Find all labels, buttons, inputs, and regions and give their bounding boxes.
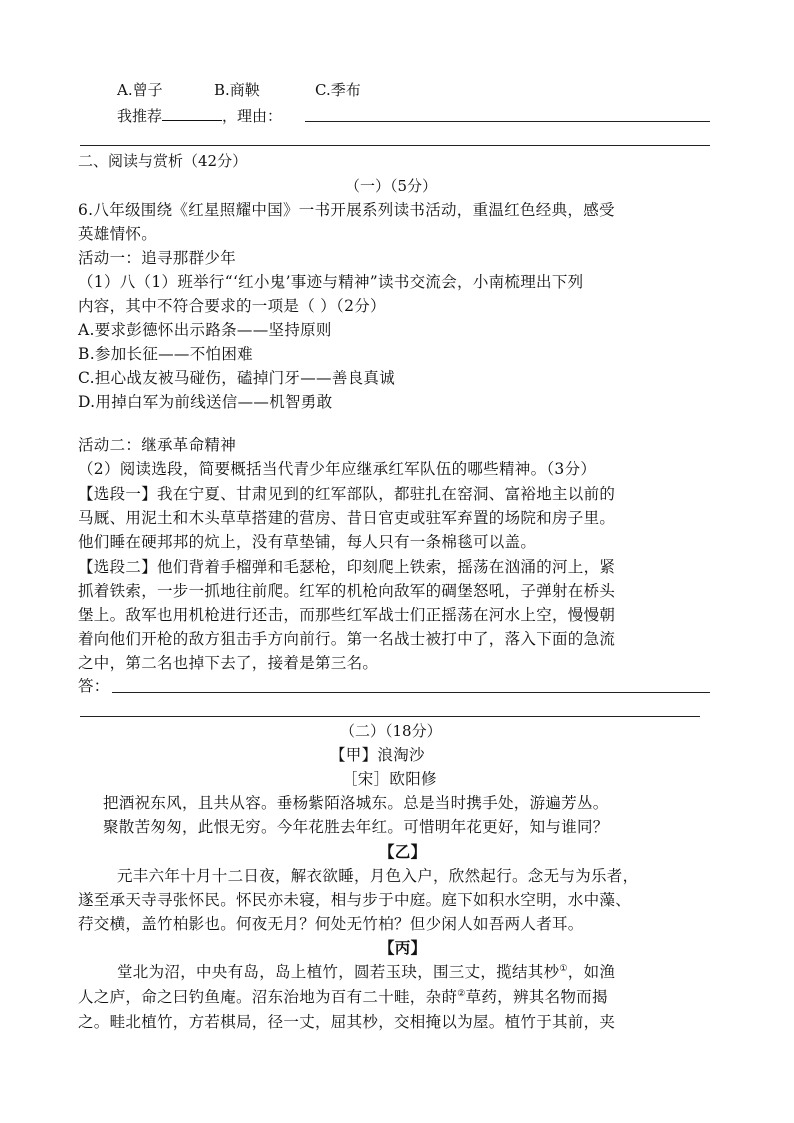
sub1-line1: （1）八（1）班举行“‘红小鬼’事迹与精神”读书交流会，小南梳理出下列 [78, 273, 584, 291]
answer-line-1[interactable] [112, 692, 710, 693]
excerpt1-line: 马厩、用泥土和木头草草搭建的营房、昔日官吏或驻军弃置的场院和房子里。 [78, 509, 616, 527]
bing-text: 草药，辨其名物而揭 [465, 988, 608, 1006]
reason-underline[interactable] [305, 121, 710, 122]
section2-title: 二、阅读与赏析（42分） [78, 152, 248, 170]
excerpt2-line: 着向他们开枪的敌方狙击手方向前行。第一名战士被打中了，落入下面的急流 [78, 630, 616, 648]
option-b: B.商鞅 [214, 81, 260, 99]
section-divider [80, 145, 710, 146]
activity2-title: 活动二：继承革命精神 [78, 436, 237, 454]
choice-a: A.要求彭德怀出示路条——坚持原则 [78, 321, 332, 339]
sub1-line2: 内容，其中不符合要求的一项是（ ）（2分） [78, 297, 386, 315]
part2-header: （二）（18分） [340, 722, 442, 740]
q6-line2: 英雄情怀。 [78, 225, 158, 243]
excerpt2-line: 堡上。敌军也用机枪进行还击，而那些红军战士们正摇荡在河水上空，慢慢朝 [78, 606, 616, 624]
recommend-line [117, 105, 282, 126]
excerpt2-line: 之中，第二名也掉下去了，接着是第三名。 [78, 654, 379, 672]
poem-line: 聚散苦匆匆，此恨无穷。今年花胜去年红。可惜明年花更好，知与谁同？ [103, 818, 609, 836]
yi-line: 元丰六年十月十二日夜，解衣欲睡，月色入户，欣然起行。念无与为乐者， [117, 867, 639, 885]
recommend-prefix: 我推荐 [117, 107, 163, 125]
bing-text: 堂北为沼，中央有岛，岛上植竹，圆若玉玦，围三丈，揽结其杪 [117, 963, 560, 981]
answer-line-2[interactable] [80, 716, 700, 717]
yi-title: 【乙】 [379, 842, 427, 861]
excerpt2-line: 【选段二】他们背着手榴弹和毛瑟枪，印刻爬上铁索，摇荡在汹涌的河上，紧 [78, 558, 616, 576]
excerpt2-line: 抓着铁索，一步一抓地往前爬。红军的机枪向敌军的碉堡怒吼，子弹射在桥头 [78, 582, 616, 600]
footnote-marker: ① [559, 963, 568, 974]
yi-line: 遂至承天寺寻张怀民。怀民亦未寝，相与步于中庭。庭下如积水空明，水中藻、 [78, 891, 632, 909]
bing-line [117, 962, 615, 982]
choice-d: D.用掉白军为前线送信——机智勇敢 [78, 393, 333, 411]
footnote-marker: ② [457, 988, 466, 999]
jia-title: 【甲】浪淘沙 [330, 746, 425, 764]
bing-line: 之。畦北植竹，方若棋局，径一丈，屈其杪，交相掩以为屋。植竹于其前，夹 [78, 1013, 616, 1031]
choice-c: C.担心战友被马碰伤，磕掉门牙——善良真诚 [78, 369, 396, 387]
bing-text: 人之庐，命之曰钓鱼庵。沼东治地为百有二十畦，杂莳 [78, 988, 458, 1006]
excerpt1-line: 【选段一】我在宁夏、甘肃见到的红军部队，都驻扎在窑洞、富裕地主以前的 [78, 485, 616, 503]
bing-line [78, 987, 608, 1007]
q6-line1: 6.八年级围绕《红星照耀中国》一书开展系列读书活动，重温红色经典，感受 [78, 201, 615, 219]
activity1-title: 活动一：追寻那群少年 [78, 249, 237, 267]
recommend-blank[interactable] [162, 105, 222, 121]
option-a: A.曾子 [117, 81, 163, 99]
poem-line: 把酒祝东风，且共从容。垂杨紫陌洛城东。总是当时携手处，游遍芳丛。 [103, 794, 609, 812]
yi-line: 荇交横，盖竹柏影也。何夜无月？何处无竹柏？但少闲人如吾两人者耳。 [78, 915, 584, 933]
choice-b: B.参加长征——不怕困难 [78, 345, 253, 363]
bing-title: 【丙】 [379, 938, 427, 957]
part1-header: （一）（5分） [345, 177, 438, 195]
answer-label: 答： [78, 677, 110, 695]
excerpt1-line: 他们睡在硬邦邦的炕上，没有草垫铺，每人只有一条棉毯可以盖。 [78, 533, 537, 551]
sub2-prompt: （2）阅读选段，简要概括当代青少年应继承红军队伍的哪些精神。（3分） [78, 460, 597, 478]
jia-author: ［宋］欧阳修 [342, 770, 437, 788]
option-c: C.季布 [315, 81, 361, 99]
reason-label: ，理由： [222, 107, 283, 125]
bing-text: ，如渔 [567, 963, 616, 981]
